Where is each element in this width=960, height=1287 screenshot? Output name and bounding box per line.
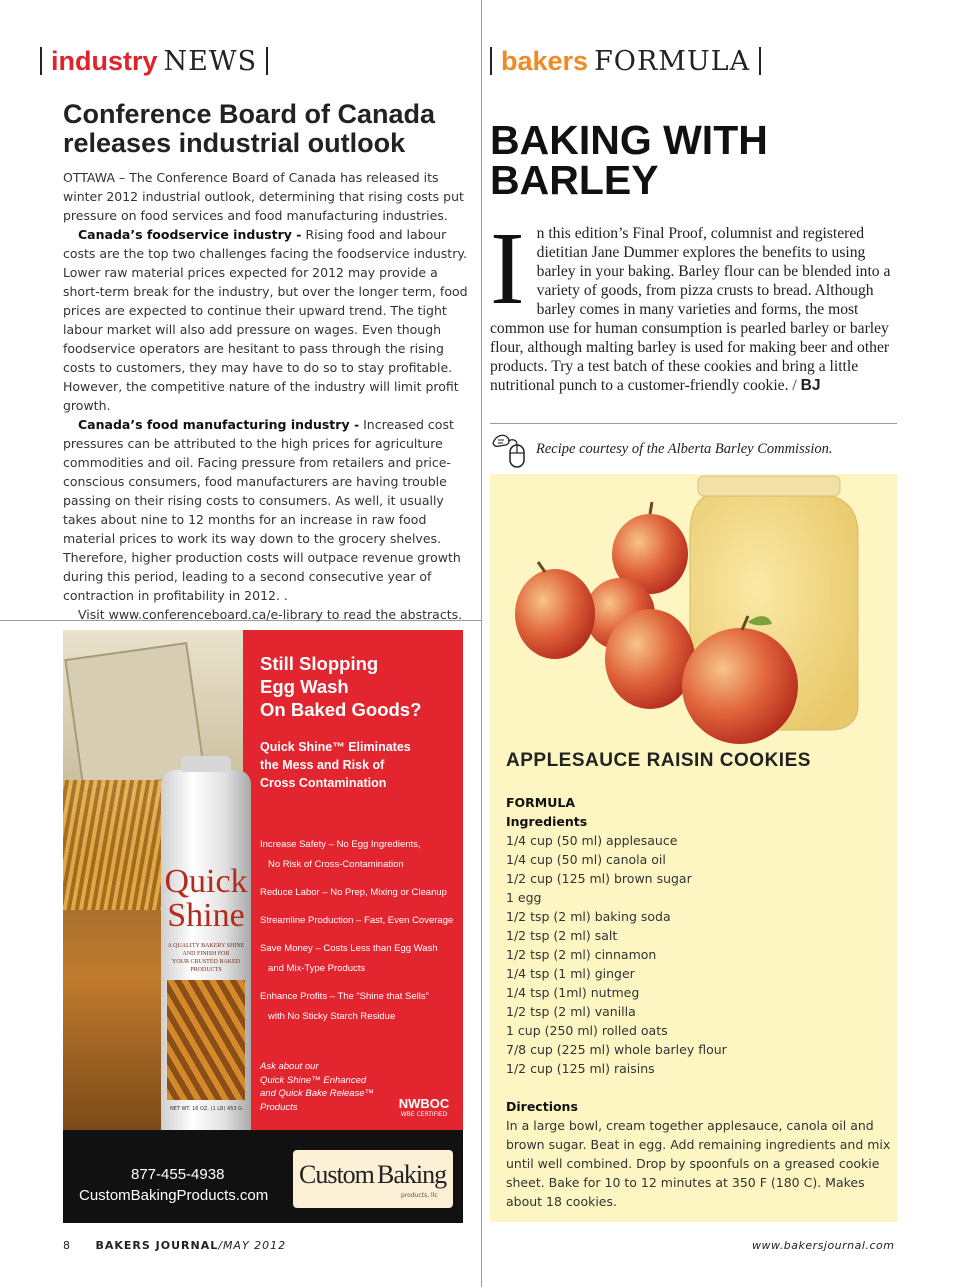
header-bar-left xyxy=(490,47,492,75)
header-bar-left xyxy=(40,47,42,75)
formula-intro xyxy=(490,211,900,395)
ingredient-item: 1/2 tsp (2 ml) cinnamon xyxy=(506,947,657,962)
can-label-art xyxy=(167,980,245,1100)
article-paragraph: Visit www.conferenceboard.ca/e-library to read the abstracts. xyxy=(78,607,463,622)
formula-title: BAKING WITH BARLEY xyxy=(490,117,768,203)
ad-ask-line: Products xyxy=(260,1101,298,1113)
ad-subhead xyxy=(260,738,460,792)
article-paragraph xyxy=(63,225,473,415)
header-bar-right xyxy=(759,47,761,75)
recipe-content xyxy=(506,793,891,1211)
section-header-industry-news xyxy=(40,44,268,78)
quick-shine-advertisement[interactable] xyxy=(63,630,463,1223)
nwboc-badge xyxy=(393,1096,455,1118)
can-small-text xyxy=(165,942,247,974)
ingredient-item: 7/8 cup (225 ml) whole barley flour xyxy=(506,1042,727,1057)
ad-subhead-line: Cross Contamination xyxy=(260,776,387,790)
ad-website[interactable]: CustomBakingProducts.com xyxy=(79,1187,269,1204)
section-label-serif: FORMULA xyxy=(594,45,751,77)
ad-phone[interactable]: 877-455-4938 xyxy=(131,1166,225,1183)
section-label-bold: bakers xyxy=(501,45,589,76)
ad-ask-line: and Quick Bake Release™ xyxy=(260,1088,375,1099)
can-small-line: PRODUCTS xyxy=(190,967,222,973)
section-label-serif: NEWS xyxy=(163,45,258,77)
drop-cap: I xyxy=(490,211,525,326)
article-title: Conference Board of Canada releases industrial outlook xyxy=(63,99,436,158)
custom-baking-logo xyxy=(293,1150,453,1208)
footer-url[interactable]: www.bakersjournal.com xyxy=(752,1239,895,1252)
ad-bullet-line: No Risk of Cross-Contamination xyxy=(268,859,404,870)
logo-word-baking: Baking xyxy=(377,1160,447,1189)
article-lead: Canada’s foodservice industry - xyxy=(78,227,302,242)
article-lead: Canada’s food manufacturing industry - xyxy=(78,417,360,432)
ingredient-item: 1/2 tsp (2 ml) baking soda xyxy=(506,909,671,924)
ingredient-item: 1/2 cup (125 ml) brown sugar xyxy=(506,871,692,886)
logo-word-custom: Custom xyxy=(299,1160,374,1189)
section-header-bakers-formula xyxy=(490,44,761,78)
article-text: Increased cost pressures can be attributed to the high prices for agriculture commodities and oil. Facing pressure from retailers and price-conscious consumers, food manufacturers are having trouble passing on their rising costs to consumers. As well, it usually takes about nine to 12 months for an increase in raw food material prices to work its way down to the grocery shelves. Therefore, higher production costs will outpace revenue growth during this period, leading to a second consecutive year of contraction in profitability in 2012. . xyxy=(63,417,461,603)
page-footer-left xyxy=(63,1239,286,1252)
ad-subhead-line: Quick Shine™ Eliminates xyxy=(260,740,411,754)
issue-date: /MAY 2012 xyxy=(218,1239,287,1252)
ingredient-item: 1/4 cup (50 ml) canola oil xyxy=(506,852,666,867)
ad-subhead-line: the Mess and Risk of xyxy=(260,758,385,772)
ingredient-item: 1 cup (250 ml) rolled oats xyxy=(506,1023,668,1038)
ingredient-item: 1 egg xyxy=(506,890,542,905)
article-text: Rising food and labour costs are the top two challenges facing the foodservice industry. Lower raw material prices expected for 2012 may provide a short-term break for the industry, but over the longer term, food prices are expected to continue their upward trend. The tight labour market will also add pressure on wages. Even though foodservice operators are hesitant to pass through the rising costs to customers, they may have to do so to stay profitable. However, the competitive nature of the industry will limit profit growth. xyxy=(63,227,468,413)
can-cap xyxy=(181,756,231,772)
can-weight: NET WT. 16 OZ. (1 LB) 453 G xyxy=(169,1106,243,1112)
ad-bullet-line: and Mix-Type Products xyxy=(268,963,366,974)
intro-signature: BJ xyxy=(800,377,821,394)
ad-ask-line: Quick Shine™ Enhanced xyxy=(260,1074,367,1086)
intro-text: n this edition’s Final Proof, columnist and registered dietitian Jane Dummer explores the benefits to using barley in your baking. Barley flour can be blended into a variety of goods, from pizza crusts to bread. Although barley comes in many varieties and forms, the most common use for human consumption is pearled barley or barley flour, although malting barley is used for making beer and other products. Try a test batch of these cookies and bring a little nutritional punch to a customer-friendly cookie. / xyxy=(490,225,891,394)
ad-ask-line: Ask about our xyxy=(260,1061,319,1072)
credit-text: Recipe courtesy of the Alberta Barley Commission. xyxy=(536,440,833,457)
ad-headline-line: Still Slopping xyxy=(260,653,379,674)
credit-rule xyxy=(490,423,897,424)
ad-bullet-line: Increase Safety – No Egg Ingredients, xyxy=(260,839,421,850)
ad-bullet-line: Reduce Labor – No Prep, Mixing or Cleanup xyxy=(260,887,447,898)
article-body xyxy=(63,168,473,624)
spray-can xyxy=(161,770,251,1140)
ingredients-list xyxy=(506,831,891,1078)
logo-sub: products, llc xyxy=(401,1192,438,1199)
ad-headline-line: Egg Wash xyxy=(260,676,349,697)
recipe-title: APPLESAUCE RAISIN COOKIES xyxy=(506,750,811,771)
directions-label: Directions xyxy=(506,1099,578,1114)
ad-bullet-line: Save Money – Costs Less than Egg Wash xyxy=(260,943,438,954)
can-small-line: YOUR CRUSTED BAKED xyxy=(171,959,240,965)
journal-name: BAKERS JOURNAL xyxy=(95,1239,219,1252)
ingredient-item: 1/4 tsp (1 ml) ginger xyxy=(506,966,635,981)
ingredient-item: 1/2 tsp (2 ml) salt xyxy=(506,928,618,943)
ad-headline xyxy=(260,652,460,721)
article-paragraph: OTTAWA – The Conference Board of Canada has released its winter 2012 industrial outlook, determining that rising costs put pressure on food services and food manufacturing industries. xyxy=(63,170,464,223)
recipe-credit xyxy=(490,429,900,469)
header-bar-right xyxy=(266,47,268,75)
can-small-line: AND FINISH FOR xyxy=(182,951,230,957)
ingredient-item: 1/2 tsp (2 ml) vanilla xyxy=(506,1004,636,1019)
column-divider xyxy=(481,0,482,1287)
ad-bullet-line: with No Sticky Starch Residue xyxy=(268,1011,396,1022)
nwboc-sub: WBE CERTIFIED xyxy=(400,1111,448,1118)
can-small-line: A QUALITY BAKERY SHINE xyxy=(167,943,245,949)
formula-label: FORMULA xyxy=(506,795,576,810)
directions-text: In a large bowl, cream together applesauce, canola oil and brown sugar. Beat in egg. Add remaining ingredients and mix until well combined. Drop by spoonfuls on a greased cookie sheet. Bake for 10 to 12 minutes at 350 F (180 C). Makes about 18 cookies. xyxy=(506,1118,891,1209)
section-label-bold: industry xyxy=(51,45,158,76)
can-brand-word: Quick xyxy=(164,863,248,900)
ingredient-item: 1/4 tsp (1ml) nutmeg xyxy=(506,985,640,1000)
ingredient-item: 1/2 cup (125 ml) raisins xyxy=(506,1061,655,1076)
ingredient-item: 1/4 cup (50 ml) applesauce xyxy=(506,833,678,848)
page-number: 8 xyxy=(63,1239,71,1252)
can-brand-word: Shine xyxy=(167,897,245,934)
apples-and-applesauce-image xyxy=(490,474,897,744)
article-paragraph xyxy=(63,415,473,605)
ingredients-label: Ingredients xyxy=(506,814,588,829)
ad-ask xyxy=(260,1060,390,1114)
ad-bullet-line: Streamline Production – Fast, Even Coverage xyxy=(260,915,454,926)
ad-headline-line: On Baked Goods? xyxy=(260,699,422,720)
mouse-hand-icon xyxy=(490,429,532,469)
ad-bullets xyxy=(260,835,460,1027)
ad-footer-strip xyxy=(63,1130,463,1223)
nwboc-label: NWBOC xyxy=(398,1096,450,1111)
ad-bullet-line: Enhance Profits – The “Shine that Sells” xyxy=(260,991,429,1002)
can-brand xyxy=(161,865,251,933)
